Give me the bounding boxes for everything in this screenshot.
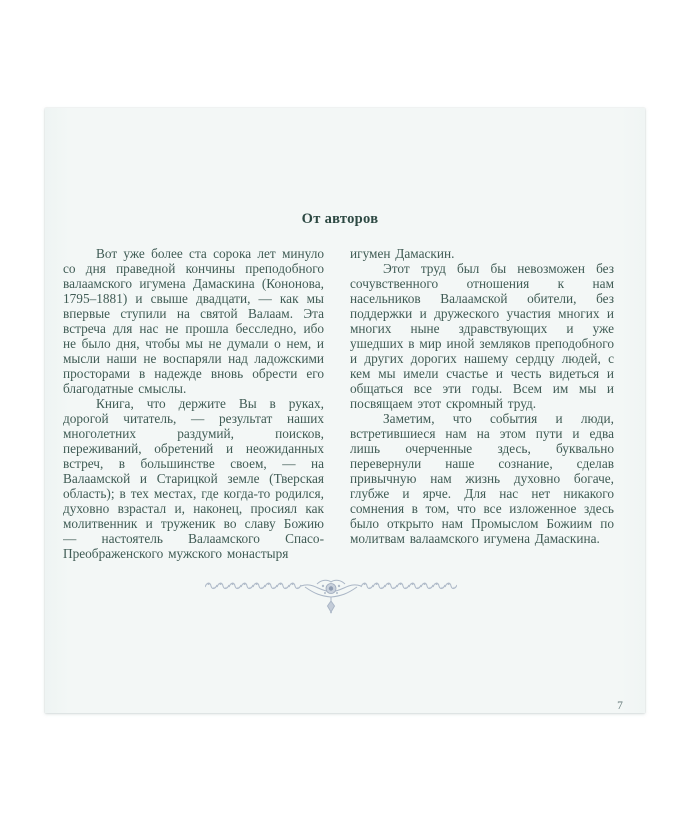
floral-divider-icon [205,576,457,614]
book-page [45,108,645,713]
paragraph: Этот труд был бы невозможен без сочувственного отношения к нам насельников Валаамской обители, без поддержки и дружеского участия многих и многих ныне здравствующих и уже ушедших в мир иной земляков преподобного и других дорогих нашему сердцу людей, с кем мы имели счастье и честь видеться и общаться все эти годы. Всем им мы и посвящаем этот скромный труд. [350,261,614,411]
text-column-left [63,246,324,576]
paragraph: Заметим, что события и люди, встретившиеся нам на этом пути и едва лишь очерченные здесь, буквально перевернули наше сознание, сделав привычную нам жизнь духовно богаче, глубже и ярче. Для нас нет никакого сомнения в том, что все изложенное здесь было открыто нам Промыслом Божиим по молитвам валаамского игумена Дамаскина. [350,411,614,546]
page-title: От авторов [301,211,379,227]
paragraph: Вот уже более ста сорока лет минуло со дня праведной кончины преподобного валаамского игумена Дамаскина (Кононова, 1795–1881) и свыше двадцати, — как мы впервые ступили на святой Валаам. Эта встреча для нас не прошла бесследно, ибо не было дня, чтобы мы не думали о нем, и мысли наши не воспаряли над ладожскими просторами в надежде вновь обрести его благодатные смыслы. [63,246,324,396]
paragraph: игумен Дамаскин. [350,246,455,261]
text-column-right [350,246,614,576]
page-number: 7 [617,700,623,712]
paragraph: Книга, что держите Вы в руках, дорогой читатель, — результат наших многолетних раздумий, поисков, переживаний, обретений и неожиданных встреч, в большинстве своем, — на Валаамской и Старицкой земле (Тверская область); в тех местах, где когда-то родился, духовно взрастал и, наконец, просиял как молитвенник и труженик во славу Божию — настоятель Валаамского Спасо-Преображенского мужского монастыря [63,396,324,561]
